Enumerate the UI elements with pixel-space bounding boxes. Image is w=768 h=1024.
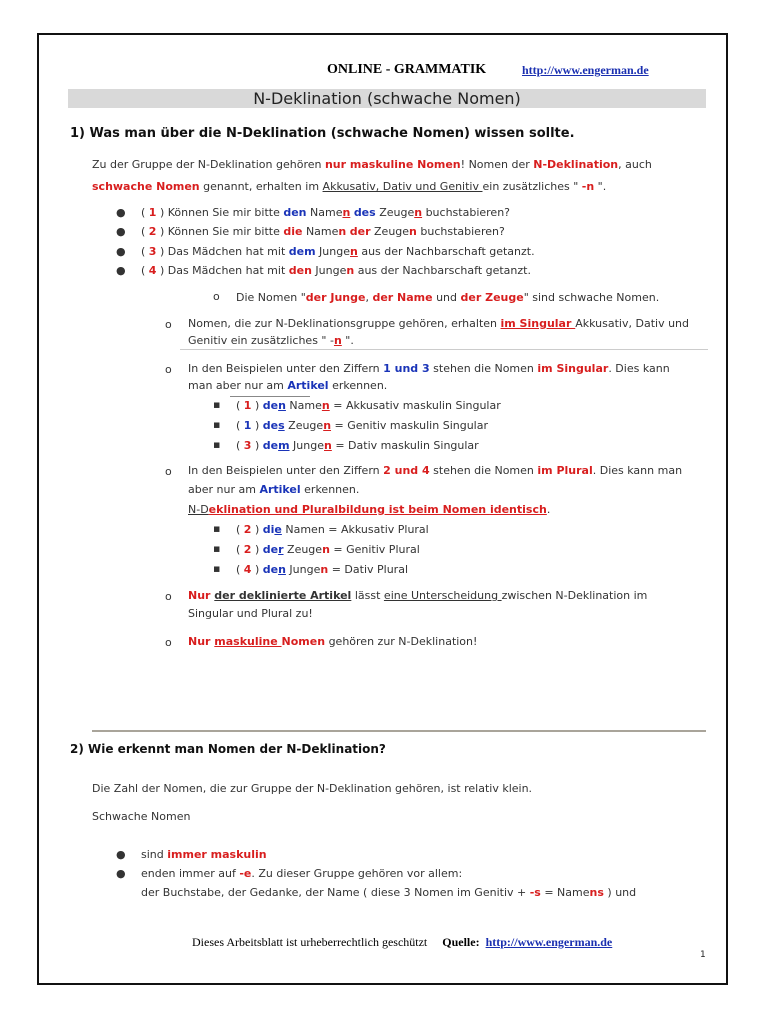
note-unterscheidung-l1: Nur der deklinierte Artikel lässt eine Unterscheidung zwischen N-Deklination im [188, 589, 648, 602]
section2-bullet-2: enden immer auf -e. Zu dieser Gruppe gehören vor allem: [141, 867, 463, 880]
singular-3: ( 3 ) dem Jungen = Dativ maskulin Singular [236, 439, 479, 452]
square-bullet-icon: ▪ [213, 438, 221, 451]
bullet-icon: ● [116, 848, 126, 861]
title-band [68, 89, 706, 108]
note-schwache-nomen: Die Nomen "der Junge, der Name und der Zeuge" sind schwache Nomen. [236, 291, 660, 304]
bullet-icon: ● [116, 206, 126, 219]
square-bullet-icon: ▪ [213, 418, 221, 431]
note-beispiele-24-l2: aber nur am Artikel erkennen. [188, 483, 360, 496]
header-title: ONLINE - GRAMMATIK [327, 62, 487, 77]
note-unterscheidung-l2: Singular und Plural zu! [188, 607, 313, 620]
example-4: ( 4 ) Das Mädchen hat mit den Jungen aus der Nachbarschaft getanzt. [141, 264, 531, 277]
bullet-icon: ● [116, 245, 126, 258]
circle-bullet-icon: o [165, 636, 172, 649]
example-1: ( 1 ) Können Sie mir bitte den Namen des Zeugen buchstabieren? [141, 206, 510, 219]
intro-line-1: Zu der Gruppe der N-Deklination gehören nur maskuline Nomen! Nomen der N-Deklination, auch [92, 158, 652, 171]
example-3: ( 3 ) Das Mädchen hat mit dem Jungen aus der Nachbarschaft getanzt. [141, 245, 535, 258]
square-bullet-icon: ▪ [213, 522, 221, 535]
circle-bullet-icon: o [213, 290, 220, 303]
header-link[interactable]: http://www.engerman.de [522, 63, 649, 77]
footer-link[interactable]: http://www.engerman.de [485, 935, 613, 949]
circle-bullet-icon: o [165, 318, 172, 331]
section2-bullet-2-cont: der Buchstabe, der Gedanke, der Name ( diese 3 Nomen im Genitiv + -s = Namens ) und [141, 886, 637, 899]
circle-bullet-icon: o [165, 590, 172, 603]
section2-p2: Schwache Nomen [92, 810, 191, 823]
square-bullet-icon: ▪ [213, 562, 221, 575]
square-bullet-icon: ▪ [213, 398, 221, 411]
note-beispiele-24-l1: In den Beispielen unter den Ziffern 2 und 4 stehen die Nomen im Plural. Dies kann man [188, 464, 683, 477]
section2-bullet-1: sind immer maskulin [141, 848, 267, 861]
note-nur-maskuline: Nur maskuline Nomen gehören zur N-Deklination! [188, 635, 478, 648]
note-beispiele-13-l1: In den Beispielen unter den Ziffern 1 und 3 stehen die Nomen im Singular. Dies kann [188, 362, 670, 375]
example-2: ( 2 ) Können Sie mir bitte die Namen der Zeugen buchstabieren? [141, 225, 505, 238]
footer-copyright: Dieses Arbeitsblatt ist urheberrechtlich geschützt [192, 935, 428, 949]
section2-p1: Die Zahl der Nomen, die zur Gruppe der N-Deklination gehören, ist relativ klein. [92, 782, 533, 795]
footer-source-label: Quelle: [442, 935, 480, 949]
note-singular-l1: Nomen, die zur N-Deklinationsgruppe gehören, erhalten im Singular Akkusativ, Dativ und [188, 317, 690, 330]
note-identisch: N-Deklination und Pluralbildung ist beim Nomen identisch. [188, 503, 551, 516]
bullet-icon: ● [116, 264, 126, 277]
plural-1: ( 2 ) die Namen = Akkusativ Plural [236, 523, 429, 536]
footer [192, 935, 612, 950]
section1-heading: 1) Was man über die N-Deklination (schwache Nomen) wissen sollte. [70, 126, 575, 141]
singular-2: ( 1 ) des Zeugen = Genitiv maskulin Singular [236, 419, 488, 432]
section2-heading: 2) Wie erkennt man Nomen der N-Deklination? [70, 742, 386, 756]
section-divider [92, 730, 706, 732]
plural-3: ( 4 ) den Jungen = Dativ Plural [236, 563, 408, 576]
divider [180, 349, 708, 350]
note-beispiele-13-l2: man aber nur am Artikel erkennen. [188, 379, 388, 392]
bullet-icon: ● [116, 225, 126, 238]
singular-1: ( 1 ) den Namen = Akkusativ maskulin Singular [236, 399, 501, 412]
circle-bullet-icon: o [165, 363, 172, 376]
bullet-icon: ● [116, 867, 126, 880]
divider [230, 396, 310, 397]
square-bullet-icon: ▪ [213, 542, 221, 555]
intro-line-2: schwache Nomen genannt, erhalten im Akkusativ, Dativ und Genitiv ein zusätzliches " -n ". [92, 180, 607, 193]
note-singular-l2: Genitiv ein zusätzliches " -n ". [188, 334, 354, 347]
page-title: N-Deklination (schwache Nomen) [253, 89, 521, 108]
circle-bullet-icon: o [165, 465, 172, 478]
plural-2: ( 2 ) der Zeugen = Genitiv Plural [236, 543, 420, 556]
page-number: 1 [700, 950, 706, 960]
